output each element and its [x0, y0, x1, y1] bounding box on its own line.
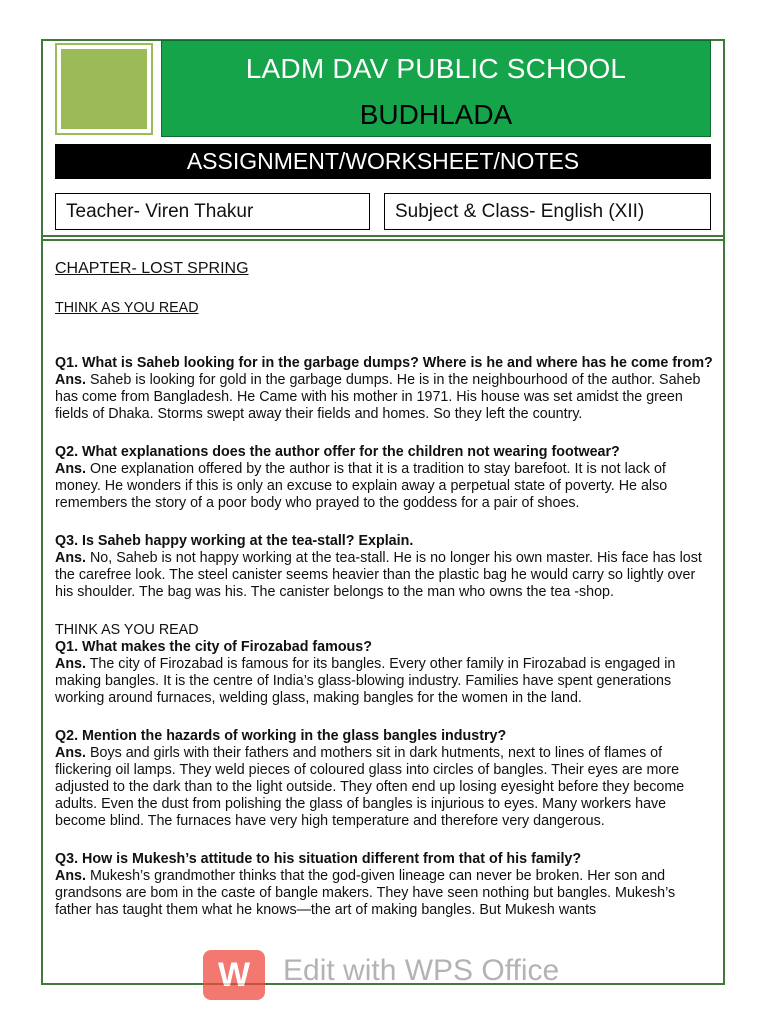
- chapter-title: CHAPTER- LOST SPRING: [55, 260, 249, 277]
- wps-watermark: [203, 950, 603, 1006]
- school-city: BUDHLADA: [359, 99, 513, 130]
- answer-text: Boys and girls with their fathers and mothers sit in dark hutments, next to lines of flames of flickering oil lamps. They weld pieces of coloured glass into circles of bangles. Their eyes are more adjusted to the dark than to the light outside. They often end up losing eyesight before they become adults. Even the dust from polishing the glass of bangles is injurious to eyes. Many workers have become blind. The furnaces have very high temperature and therefore very dangerous.: [55, 745, 685, 829]
- qa-block: [55, 728, 715, 830]
- document-type: ASSIGNMENT/WORKSHEET/NOTES: [186, 148, 580, 174]
- answer: [55, 868, 715, 919]
- watermark-text: Edit with WPS Office: [283, 954, 560, 987]
- qa-block: [55, 851, 715, 919]
- question: Q2. What explanations does the author offer for the children not wearing footwear?: [55, 444, 620, 460]
- subject-box: Subject & Class- English (XII): [384, 193, 711, 230]
- answer-label: Ans.: [55, 461, 86, 477]
- document-type-bar: [55, 144, 711, 179]
- section-heading: THINK AS YOU READ: [55, 622, 199, 638]
- qa-block: [55, 533, 715, 601]
- qa-block: [55, 355, 715, 423]
- school-title-banner: [161, 40, 711, 137]
- answer-label: Ans.: [55, 656, 86, 672]
- answer-text: Mukesh’s grandmother thinks that the god-given lineage can never be broken. Her son and grandsons are bom in the caste of bangle makers. They have seen nothing but bangles. Mukesh’s father has taught them what he knows—the art of making bangles. But Mukesh wants: [55, 868, 676, 918]
- question: Q1. What makes the city of Firozabad famous?: [55, 639, 372, 655]
- qa-block: [55, 639, 715, 707]
- answer: [55, 372, 715, 423]
- answer: [55, 461, 715, 512]
- answer-label: Ans.: [55, 550, 86, 566]
- school-name: LADM DAV PUBLIC SCHOOL: [245, 53, 627, 84]
- wps-logo-icon: W: [203, 950, 265, 1000]
- question: Q3. Is Saheb happy working at the tea-stall? Explain.: [55, 533, 414, 549]
- answer-text: Saheb is looking for gold in the garbage dumps. He is in the neighbourhood of the author. Saheb has come from Bangladesh. He Came with his mother in 1971. His house was set amidst the green fields of Dhaka. Storms swept away their fields and homes. So they left the country.: [55, 372, 701, 422]
- answer-text: One explanation offered by the author is that it is a tradition to stay barefoot. It is not lack of money. He wonders if this is only an excuse to explain away a perpetual state of poverty. He also remembers the story of a poor body who prayed to the goddess for a pair of shoes.: [55, 461, 668, 511]
- answer: [55, 745, 715, 830]
- school-logo-placeholder: [55, 43, 153, 135]
- question: Q2. Mention the hazards of working in the glass bangles industry?: [55, 728, 507, 744]
- teacher-box: Teacher- Viren Thakur: [55, 193, 370, 230]
- question: Q1. What is Saheb looking for in the garbage dumps? Where is he and where has he come from?: [55, 355, 713, 371]
- answer: [55, 550, 715, 601]
- answer-label: Ans.: [55, 868, 86, 884]
- section-heading: THINK AS YOU READ: [55, 300, 199, 316]
- document-body: [55, 258, 715, 919]
- qa-block: [55, 444, 715, 512]
- question: Q3. How is Mukesh’s attitude to his situation different from that of his family?: [55, 851, 582, 867]
- answer: [55, 656, 715, 707]
- answer-label: Ans.: [55, 372, 86, 388]
- header-divider-2: [43, 239, 723, 241]
- header-divider: [43, 235, 723, 237]
- answer-text: No, Saheb is not happy working at the tea-stall. He is no longer his own master. His face has lost the carefree look. The steel canister seems heavier than the plastic bag he would carry so lightly over his shoulder. The bag was his. The canister belongs to the man who owns the tea -shop.: [55, 550, 702, 600]
- answer-text: The city of Firozabad is famous for its bangles. Every other family in Firozabad is engaged in making bangles. It is the centre of India’s glass-blowing industry. Families have spent generations working around furnaces, welding glass, making bangles for the women in the land.: [55, 656, 676, 706]
- answer-label: Ans.: [55, 745, 86, 761]
